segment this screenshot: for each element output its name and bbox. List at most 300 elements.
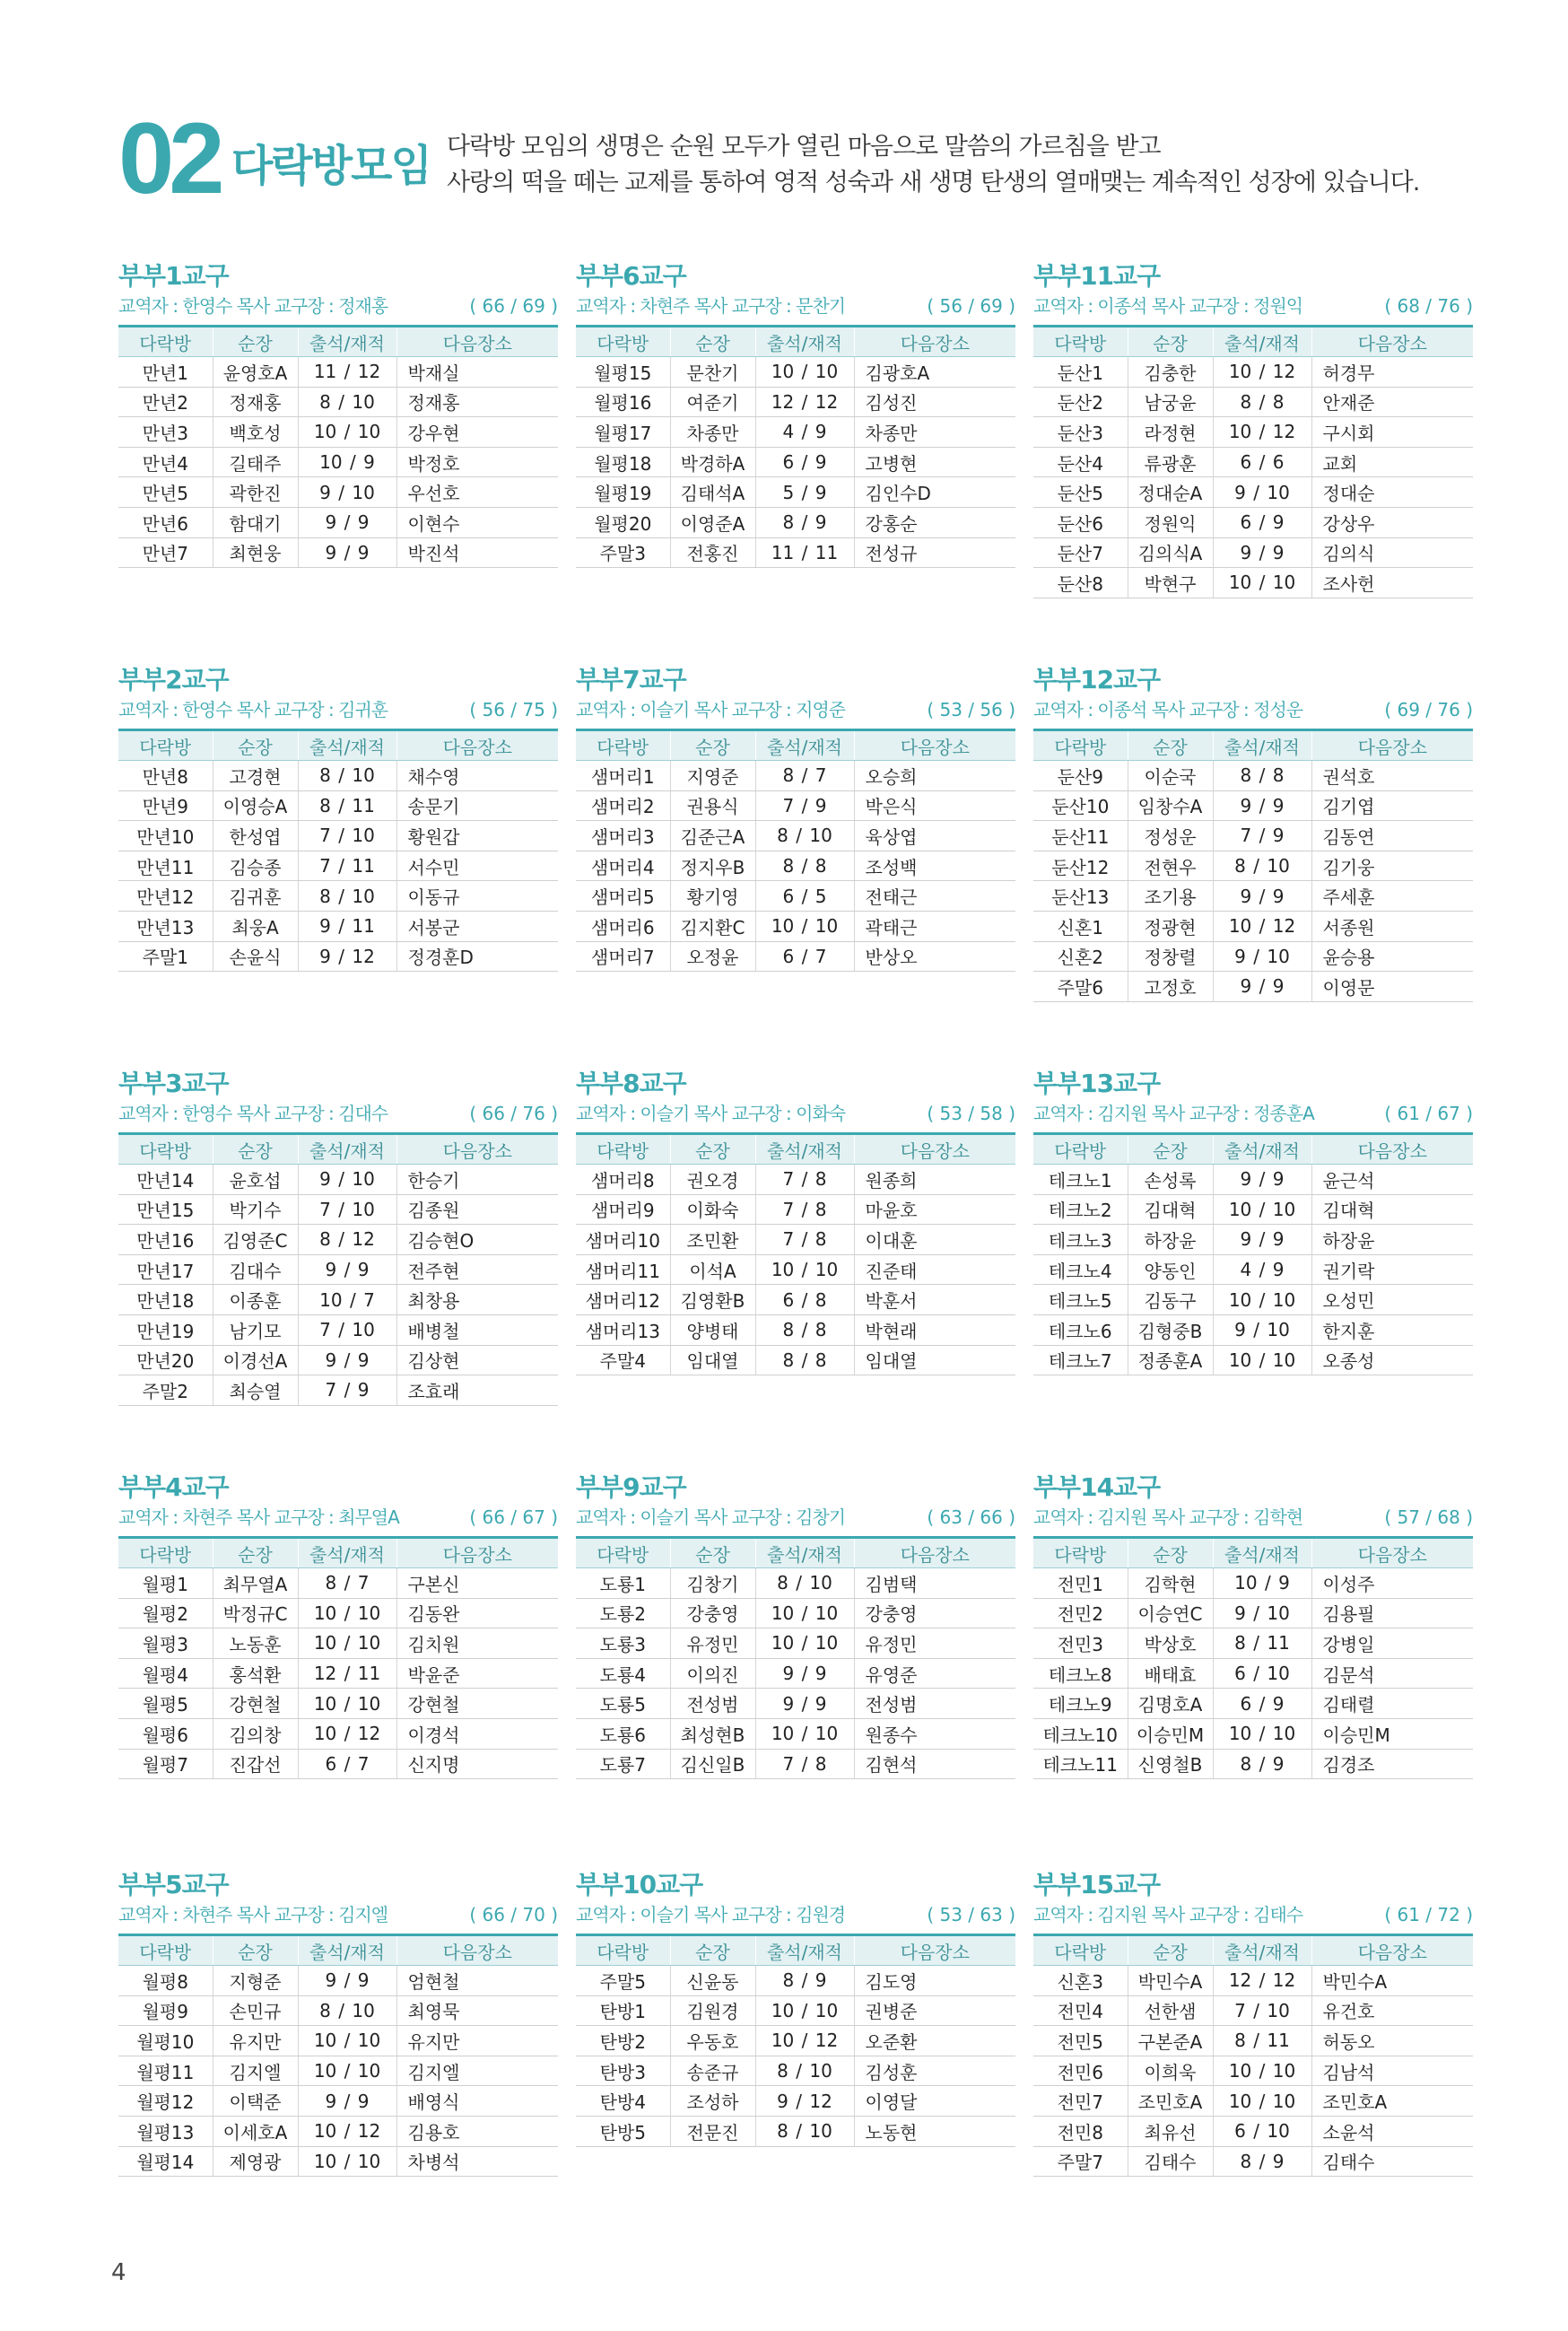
group-ministers: 교역자 : 김지원 목사 교구장 : 김태수	[1033, 1904, 1303, 1925]
group-table	[1033, 1934, 1473, 2177]
section-description	[447, 129, 1419, 201]
group-info	[1033, 1901, 1473, 1928]
cell-next-place: 강우현	[396, 417, 558, 448]
cell-darakbang: 테크노4	[1033, 1254, 1128, 1285]
table-row	[118, 2056, 558, 2086]
group-info	[1033, 696, 1473, 723]
cell-leader: 조성하	[670, 2086, 755, 2117]
table-row	[1033, 761, 1473, 791]
cell-next-place: 박훈서	[854, 1285, 1015, 1315]
cell-next-place: 김동완	[396, 1598, 558, 1628]
cell-next-place: 전태근	[854, 881, 1015, 912]
cell-leader: 지형준	[213, 1966, 298, 1996]
cell-darakbang: 샘머리4	[576, 851, 670, 881]
cell-attendance: 6 / 7	[755, 941, 854, 972]
cell-darakbang: 주말4	[576, 1345, 670, 1375]
cell-next-place: 소윤석	[1311, 2116, 1473, 2146]
cell-darakbang: 테크노6	[1033, 1314, 1128, 1345]
cell-attendance: 9 / 10	[298, 1165, 396, 1195]
table-row	[1033, 1628, 1473, 1659]
cell-next-place: 박재실	[396, 357, 558, 388]
cell-next-place: 김태렬	[1311, 1689, 1473, 1719]
group-info	[576, 1504, 1015, 1531]
cell-leader: 선한샘	[1128, 1995, 1213, 2026]
column-header: 순장	[670, 1538, 755, 1568]
cell-attendance: 8 / 9	[1213, 1749, 1311, 1779]
cell-attendance: 11 / 11	[755, 537, 854, 568]
column-header: 다락방	[576, 1935, 670, 1966]
group-ministers: 교역자 : 차현주 목사 교구장 : 최무열A	[118, 1506, 399, 1528]
cell-attendance: 7 / 8	[755, 1165, 854, 1195]
column-header: 다락방	[118, 1134, 213, 1165]
cell-attendance: 7 / 9	[1213, 821, 1311, 851]
table-row	[1033, 1598, 1473, 1628]
table-row	[118, 1225, 558, 1255]
cell-leader: 지영준	[670, 761, 755, 791]
cell-darakbang: 샘머리7	[576, 941, 670, 972]
cell-next-place: 노동현	[854, 2116, 1015, 2146]
cell-darakbang: 테크노7	[1033, 1345, 1128, 1375]
cell-next-place: 김치원	[396, 1628, 558, 1659]
cell-darakbang: 둔산11	[1033, 821, 1128, 851]
group-block	[1033, 260, 1473, 598]
cell-next-place: 차병석	[396, 2146, 558, 2177]
cell-next-place: 김성진	[854, 387, 1015, 417]
cell-next-place: 유정민	[854, 1628, 1015, 1659]
cell-darakbang: 전민6	[1033, 2056, 1128, 2086]
cell-leader: 송준규	[670, 2056, 755, 2086]
cell-attendance: 9 / 10	[1213, 941, 1311, 972]
cell-leader: 차종만	[670, 417, 755, 448]
group-ministers: 교역자 : 한영수 목사 교구장 : 김귀훈	[118, 699, 388, 720]
cell-darakbang: 주말5	[576, 1966, 670, 1996]
cell-next-place: 김대혁	[1311, 1194, 1473, 1225]
cell-darakbang: 둔산1	[1033, 357, 1128, 388]
group-title: 부부13교구	[1033, 1069, 1161, 1098]
group-block	[576, 1869, 1015, 2147]
table-row	[118, 2086, 558, 2117]
cell-next-place: 김기웅	[1311, 851, 1473, 881]
column-header: 다락방	[576, 327, 670, 357]
cell-leader: 정창렬	[1128, 941, 1213, 972]
cell-attendance: 9 / 9	[1213, 537, 1311, 568]
cell-next-place: 허동오	[1311, 2026, 1473, 2056]
cell-leader: 이승연C	[1128, 1598, 1213, 1628]
table-row	[576, 1254, 1015, 1285]
table-row	[576, 1314, 1015, 1345]
cell-attendance: 8 / 8	[755, 851, 854, 881]
cell-leader: 김대혁	[1128, 1194, 1213, 1225]
column-header: 출석/재적	[755, 730, 854, 761]
table-row	[118, 477, 558, 508]
cell-attendance: 10 / 9	[1213, 1568, 1311, 1599]
table-row	[576, 1628, 1015, 1659]
cell-darakbang: 만년20	[118, 1345, 213, 1375]
cell-attendance: 9 / 9	[298, 537, 396, 568]
column-header: 출석/재적	[1213, 730, 1311, 761]
table-row	[1033, 881, 1473, 912]
cell-next-place: 권석호	[1311, 761, 1473, 791]
group-block	[576, 1068, 1015, 1375]
cell-leader: 박현구	[1128, 568, 1213, 598]
table-row	[1033, 1194, 1473, 1225]
table-row	[1033, 851, 1473, 881]
column-header: 다음장소	[854, 327, 1015, 357]
cell-attendance: 10 / 10	[298, 1689, 396, 1719]
cell-next-place: 김종원	[396, 1194, 558, 1225]
group-title: 부부5교구	[118, 1870, 229, 1899]
column-header: 다음장소	[396, 1935, 558, 1966]
cell-attendance: 10 / 10	[1213, 1194, 1311, 1225]
table-row	[1033, 447, 1473, 477]
cell-attendance: 9 / 9	[1213, 1165, 1311, 1195]
cell-darakbang: 둔산3	[1033, 417, 1128, 448]
cell-next-place: 구본신	[396, 1568, 558, 1599]
cell-attendance: 12 / 11	[298, 1658, 396, 1689]
cell-next-place: 정재홍	[396, 387, 558, 417]
cell-leader: 김준근A	[670, 821, 755, 851]
cell-leader: 구본준A	[1128, 2026, 1213, 2056]
cell-attendance: 9 / 10	[1213, 1314, 1311, 1345]
cell-attendance: 8 / 10	[1213, 851, 1311, 881]
table-row	[118, 1966, 558, 1996]
cell-darakbang: 월평14	[118, 2146, 213, 2177]
cell-attendance: 9 / 9	[1213, 881, 1311, 912]
cell-attendance: 9 / 9	[1213, 972, 1311, 1002]
cell-darakbang: 전민7	[1033, 2086, 1128, 2117]
group-table	[1033, 1132, 1473, 1375]
group-info	[118, 1901, 558, 1928]
cell-attendance: 8 / 9	[755, 1966, 854, 1996]
group-title: 부부1교구	[118, 261, 229, 291]
group-title: 부부10교구	[576, 1870, 703, 1899]
cell-darakbang: 주말6	[1033, 972, 1128, 1002]
cell-next-place: 박윤준	[396, 1658, 558, 1689]
cell-leader: 윤호섭	[213, 1165, 298, 1195]
table-row	[1033, 1658, 1473, 1689]
cell-darakbang: 월평15	[576, 357, 670, 388]
cell-next-place: 박정호	[396, 447, 558, 477]
cell-darakbang: 주말7	[1033, 2146, 1128, 2177]
table-row	[118, 941, 558, 972]
cell-darakbang: 만년5	[118, 477, 213, 508]
cell-leader: 남궁윤	[1128, 387, 1213, 417]
table-row	[576, 2116, 1015, 2146]
table-header-row	[1033, 1538, 1473, 1568]
cell-darakbang: 도룡6	[576, 1718, 670, 1749]
cell-darakbang: 전민1	[1033, 1568, 1128, 1599]
group-attendance-total: ( 66 / 76 )	[469, 1103, 558, 1124]
cell-leader: 이영승A	[213, 790, 298, 821]
column-header: 출석/재적	[298, 327, 396, 357]
group-attendance-total: ( 56 / 75 )	[469, 699, 558, 720]
cell-leader: 정원익	[1128, 507, 1213, 537]
cell-leader: 조민호A	[1128, 2086, 1213, 2117]
table-row	[576, 2026, 1015, 2056]
group-title: 부부11교구	[1033, 261, 1161, 291]
cell-attendance: 9 / 10	[298, 477, 396, 508]
group-title: 부부14교구	[1033, 1472, 1161, 1502]
table-row	[1033, 1749, 1473, 1779]
group-attendance-total: ( 53 / 58 )	[927, 1103, 1015, 1124]
cell-leader: 박상호	[1128, 1628, 1213, 1659]
cell-attendance: 6 / 9	[1213, 507, 1311, 537]
cell-attendance: 9 / 9	[1213, 790, 1311, 821]
cell-leader: 양동인	[1128, 1254, 1213, 1285]
cell-attendance: 8 / 7	[298, 1568, 396, 1599]
cell-next-place: 원종희	[854, 1165, 1015, 1195]
cell-darakbang: 만년1	[118, 357, 213, 388]
cell-darakbang: 탄방4	[576, 2086, 670, 2117]
table-row	[576, 507, 1015, 537]
cell-next-place: 엄현철	[396, 1966, 558, 1996]
cell-leader: 강충영	[670, 1598, 755, 1628]
table-row	[576, 537, 1015, 568]
cell-next-place: 김광호A	[854, 357, 1015, 388]
cell-next-place: 김의식	[1311, 537, 1473, 568]
cell-next-place: 강상우	[1311, 507, 1473, 537]
table-row	[576, 2086, 1015, 2117]
cell-next-place: 김인수D	[854, 477, 1015, 508]
cell-leader: 하장윤	[1128, 1225, 1213, 1255]
table-row	[118, 537, 558, 568]
group-info	[576, 1901, 1015, 1928]
cell-leader: 조기용	[1128, 881, 1213, 912]
cell-leader: 정광현	[1128, 911, 1213, 941]
table-row	[576, 1966, 1015, 1996]
group-table	[118, 1536, 558, 1779]
table-row	[1033, 1165, 1473, 1195]
cell-leader: 최무열A	[213, 1568, 298, 1599]
group-title: 부부12교구	[1033, 665, 1161, 694]
group-info	[118, 1504, 558, 1531]
column-header: 다락방	[1033, 1935, 1128, 1966]
cell-leader: 권용식	[670, 790, 755, 821]
cell-darakbang: 테크노8	[1033, 1658, 1128, 1689]
cell-leader: 김형중B	[1128, 1314, 1213, 1345]
group-attendance-total: ( 66 / 70 )	[469, 1904, 558, 1925]
cell-attendance: 4 / 9	[1213, 1254, 1311, 1285]
cell-next-place: 우선호	[396, 477, 558, 508]
cell-attendance: 10 / 12	[1213, 911, 1311, 941]
cell-next-place: 전주현	[396, 1254, 558, 1285]
group-table	[118, 1132, 558, 1406]
cell-darakbang: 만년7	[118, 537, 213, 568]
cell-leader: 오정윤	[670, 941, 755, 972]
cell-darakbang: 주말3	[576, 537, 670, 568]
table-row	[118, 2116, 558, 2146]
cell-darakbang: 도룡2	[576, 1598, 670, 1628]
table-header-row	[576, 1935, 1015, 1966]
cell-attendance: 7 / 8	[755, 1194, 854, 1225]
cell-next-place: 채수영	[396, 761, 558, 791]
cell-leader: 김승종	[213, 851, 298, 881]
cell-darakbang: 테크노10	[1033, 1718, 1128, 1749]
cell-darakbang: 월평1	[118, 1568, 213, 1599]
cell-darakbang: 탄방2	[576, 2026, 670, 2056]
cell-leader: 김태석A	[670, 477, 755, 508]
cell-darakbang: 둔산12	[1033, 851, 1128, 881]
group-ministers: 교역자 : 이슬기 목사 교구장 : 이화숙	[576, 1103, 846, 1124]
cell-attendance: 10 / 12	[298, 1718, 396, 1749]
column-header: 다음장소	[854, 1538, 1015, 1568]
column-header: 출석/재적	[1213, 327, 1311, 357]
cell-leader: 노동훈	[213, 1628, 298, 1659]
group-table	[576, 729, 1015, 972]
table-row	[576, 1345, 1015, 1375]
cell-leader: 이영준A	[670, 507, 755, 537]
table-row	[118, 1658, 558, 1689]
column-header: 순장	[213, 1538, 298, 1568]
table-row	[1033, 1995, 1473, 2026]
cell-attendance: 7 / 10	[298, 1194, 396, 1225]
table-row	[1033, 2086, 1473, 2117]
cell-darakbang: 전민4	[1033, 1995, 1128, 2026]
cell-leader: 김대수	[213, 1254, 298, 1285]
table-row	[576, 1658, 1015, 1689]
cell-attendance: 6 / 10	[1213, 2116, 1311, 2146]
cell-darakbang: 만년10	[118, 821, 213, 851]
cell-attendance: 8 / 10	[298, 881, 396, 912]
cell-attendance: 10 / 12	[1213, 357, 1311, 388]
cell-next-place: 안재준	[1311, 387, 1473, 417]
group-table	[1033, 1536, 1473, 1779]
cell-attendance: 10 / 10	[1213, 1285, 1311, 1315]
table-row	[1033, 1718, 1473, 1749]
table-row	[576, 477, 1015, 508]
column-header: 출석/재적	[755, 1134, 854, 1165]
cell-darakbang: 월평9	[118, 1995, 213, 2026]
group-ministers: 교역자 : 한영수 목사 교구장 : 김대수	[118, 1103, 388, 1124]
group-title: 부부3교구	[118, 1069, 229, 1098]
cell-next-place: 고병현	[854, 447, 1015, 477]
cell-leader: 조민환	[670, 1225, 755, 1255]
table-row	[1033, 821, 1473, 851]
column-header: 다음장소	[1311, 730, 1473, 761]
table-row	[576, 1598, 1015, 1628]
cell-attendance: 10 / 10	[755, 911, 854, 941]
column-header: 다음장소	[396, 1134, 558, 1165]
cell-next-place: 이영달	[854, 2086, 1015, 2117]
cell-leader: 권오경	[670, 1165, 755, 1195]
cell-leader: 홍석환	[213, 1658, 298, 1689]
table-header-row	[118, 1538, 558, 1568]
table-row	[576, 911, 1015, 941]
cell-leader: 남기모	[213, 1314, 298, 1345]
cell-next-place: 신지명	[396, 1749, 558, 1779]
cell-attendance: 9 / 10	[1213, 1598, 1311, 1628]
group-attendance-total: ( 61 / 72 )	[1384, 1904, 1473, 1925]
cell-leader: 김학현	[1128, 1568, 1213, 1599]
cell-attendance: 7 / 10	[298, 1314, 396, 1345]
table-header-row	[576, 1538, 1015, 1568]
table-header-row	[118, 1935, 558, 1966]
cell-next-place: 이경석	[396, 1718, 558, 1749]
table-row	[118, 1314, 558, 1345]
cell-darakbang: 탄방1	[576, 1995, 670, 2026]
cell-leader: 최웅A	[213, 911, 298, 941]
table-header-row	[1033, 1935, 1473, 1966]
cell-next-place: 강병일	[1311, 1628, 1473, 1659]
cell-darakbang: 샘머리12	[576, 1285, 670, 1315]
cell-next-place: 박민수A	[1311, 1966, 1473, 1996]
cell-darakbang: 도룡7	[576, 1749, 670, 1779]
cell-next-place: 이대훈	[854, 1225, 1015, 1255]
cell-darakbang: 샘머리1	[576, 761, 670, 791]
cell-next-place: 최영묵	[396, 1995, 558, 2026]
cell-attendance: 7 / 9	[755, 790, 854, 821]
cell-darakbang: 샘머리9	[576, 1194, 670, 1225]
cell-darakbang: 만년17	[118, 1254, 213, 1285]
table-header-row	[1033, 1134, 1473, 1165]
table-row	[118, 821, 558, 851]
cell-leader: 양병태	[670, 1314, 755, 1345]
cell-next-place: 정경훈D	[396, 941, 558, 972]
cell-darakbang: 테크노1	[1033, 1165, 1128, 1195]
cell-darakbang: 샘머리5	[576, 881, 670, 912]
cell-attendance: 9 / 9	[755, 1689, 854, 1719]
cell-attendance: 10 / 10	[298, 1598, 396, 1628]
cell-next-place: 유지만	[396, 2026, 558, 2056]
cell-attendance: 9 / 9	[298, 1345, 396, 1375]
cell-darakbang: 테크노2	[1033, 1194, 1128, 1225]
cell-attendance: 9 / 12	[755, 2086, 854, 2117]
cell-leader: 유지만	[213, 2026, 298, 2056]
cell-attendance: 5 / 9	[755, 477, 854, 508]
cell-darakbang: 월평19	[576, 477, 670, 508]
cell-leader: 이석A	[670, 1254, 755, 1285]
cell-attendance: 8 / 9	[1213, 2146, 1311, 2177]
cell-leader: 이의진	[670, 1658, 755, 1689]
cell-next-place: 이동규	[396, 881, 558, 912]
cell-attendance: 10 / 10	[1213, 1345, 1311, 1375]
table-header-row	[118, 1134, 558, 1165]
table-row	[576, 2056, 1015, 2086]
column-header: 다락방	[1033, 1538, 1128, 1568]
group-block	[576, 1471, 1015, 1779]
cell-attendance: 8 / 8	[1213, 387, 1311, 417]
cell-attendance: 9 / 9	[298, 1254, 396, 1285]
cell-next-place: 배영식	[396, 2086, 558, 2117]
table-row	[1033, 2116, 1473, 2146]
section-number: 02	[118, 102, 220, 214]
cell-leader: 김신일B	[670, 1749, 755, 1779]
cell-attendance: 8 / 12	[298, 1225, 396, 1255]
cell-leader: 정재홍	[213, 387, 298, 417]
table-row	[576, 941, 1015, 972]
cell-leader: 전성범	[670, 1689, 755, 1719]
column-header: 순장	[1128, 1538, 1213, 1568]
cell-darakbang: 만년16	[118, 1225, 213, 1255]
cell-attendance: 9 / 9	[298, 507, 396, 537]
cell-attendance: 4 / 9	[755, 417, 854, 448]
cell-darakbang: 둔산9	[1033, 761, 1128, 791]
cell-darakbang: 만년8	[118, 761, 213, 791]
cell-attendance: 8 / 10	[755, 821, 854, 851]
cell-leader: 이화숙	[670, 1194, 755, 1225]
cell-next-place: 유건호	[1311, 1995, 1473, 2026]
group-info	[118, 696, 558, 723]
table-row	[118, 790, 558, 821]
table-row	[576, 1718, 1015, 1749]
table-row	[118, 1194, 558, 1225]
cell-attendance: 8 / 7	[755, 761, 854, 791]
column-header: 출석/재적	[1213, 1134, 1311, 1165]
cell-next-place: 강충영	[854, 1598, 1015, 1628]
cell-darakbang: 샘머리13	[576, 1314, 670, 1345]
cell-leader: 길태주	[213, 447, 298, 477]
group-info	[1033, 292, 1473, 319]
